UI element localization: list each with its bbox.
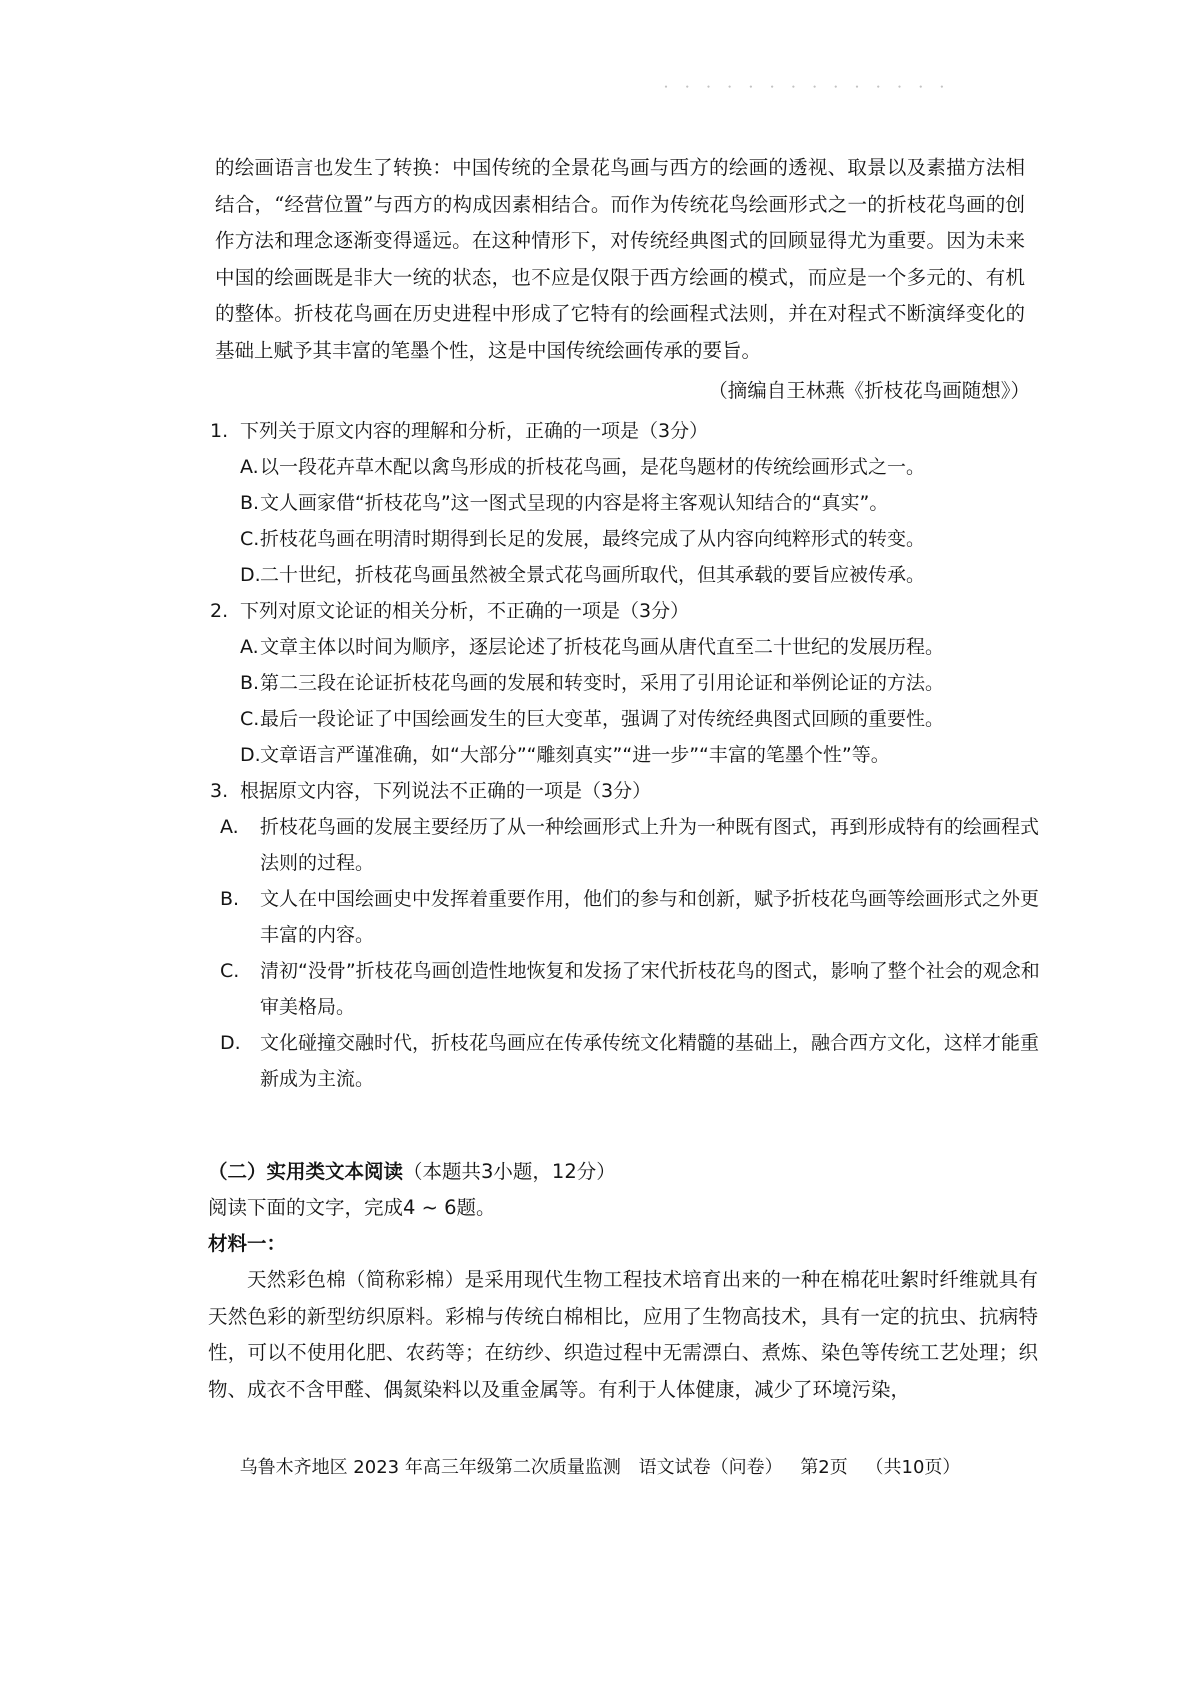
page-footer: [0, 1455, 1200, 1481]
option-text: 文章主体以时间为顺序，逐层论述了折枝花鸟画从唐代直至二十世纪的发展历程。: [260, 636, 945, 658]
option-letter: A.: [240, 456, 259, 478]
question-1: [210, 413, 1040, 593]
option-letter: C.: [240, 528, 260, 550]
option-d: [220, 1025, 1040, 1097]
option-text: 文人画家借“折枝花鸟”这一图式呈现的内容是将主客观认知结合的“真实”。: [260, 492, 889, 514]
option-d: [240, 737, 1040, 773]
question-text: 根据原文内容，下列说法不正确的一项是（3分）: [240, 780, 652, 802]
section-title: [208, 1154, 1038, 1190]
option-c: [240, 521, 1040, 557]
material-label: 材料一：: [208, 1232, 287, 1255]
option-c: [220, 953, 1040, 1025]
passage-paragraph: 的绘画语言也发生了转换：中国传统的全景花鸟画与西方的绘画的透视、取景以及素描方法相结合，“经营位置”与西方的构成因素相结合。而作为传统花鸟绘画形式之一的折枝花鸟画的创作方法和理念逐渐变得遥远。在这种情形下，对传统经典图式的回顾显得尤为重要。因为未来中国的绘画既是非大一统的状态，也不应是仅限于西方绘画的模式，而应是一个多元的、有机的整体。折枝花鸟画在历史进程中形成了它特有的绘画程式法则，并在对程式不断演绎变化的基础上赋予其丰富的笔墨个性，这是中国传统绘画传承的要旨。: [215, 156, 1025, 362]
question-number: 1.: [210, 420, 229, 442]
option-a: [220, 809, 1040, 881]
option-letter: D.: [240, 744, 261, 766]
question-stem: [210, 413, 1040, 449]
question-stem: [210, 593, 1040, 629]
footer-page-number: 第2页: [800, 1457, 848, 1478]
option-d: [240, 557, 1040, 593]
option-text: 最后一段论证了中国绘画发生的巨大变革，强调了对传统经典图式回顾的重要性。: [260, 708, 945, 730]
option-text: 折枝花鸟画的发展主要经历了从一种绘画形式上升为一种既有图式，再到形成特有的绘画程式法则的过程。: [260, 816, 1040, 874]
option-letter: B.: [240, 492, 260, 514]
passage-source: （摘编自王林燕《折枝花鸟画随想》）: [708, 379, 1030, 402]
option-text: 文化碰撞交融时代，折枝花鸟画应在传承传统文化精髓的基础上，融合西方文化，这样才能重新成为主流。: [260, 1032, 1040, 1090]
question-text: 下列对原文论证的相关分析，不正确的一项是（3分）: [240, 600, 690, 622]
section-title-bold: （二）实用类文本阅读: [208, 1160, 404, 1183]
passage: [215, 150, 1025, 369]
footer-total-pages: （共10页）: [865, 1457, 961, 1478]
question-number: 3.: [210, 780, 229, 802]
option-letter: B.: [240, 672, 260, 694]
option-text: 以一段花卉草木配以禽鸟形成的折枝花鸟画，是花鸟题材的传统绘画形式之一。: [260, 456, 926, 478]
option-letter: B.: [220, 888, 240, 910]
question-3: [210, 773, 1040, 1097]
option-b: [220, 881, 1040, 953]
footer-paper-name: 语文试卷（问卷）: [638, 1457, 783, 1478]
question-number: 2.: [210, 600, 229, 622]
option-b: [240, 485, 1040, 521]
option-letter: D.: [240, 564, 261, 586]
option-text: 折枝花鸟画在明清时期得到长足的发展，最终完成了从内容向纯粹形式的转变。: [260, 528, 926, 550]
option-a: [240, 449, 1040, 485]
section-title-note: （本题共3小题，12分）: [403, 1160, 616, 1183]
option-letter: A.: [240, 636, 259, 658]
option-letter: A.: [220, 816, 239, 838]
option-text: 清初“没骨”折枝花鸟画创造性地恢复和发扬了宋代折枝花鸟的图式，影响了整个社会的观念和审美格局。: [260, 960, 1040, 1018]
material-text: 天然彩色棉（简称彩棉）是采用现代生物工程技术培育出来的一种在棉花吐絮时纤维就具有天然色彩的新型纺织原料。彩棉与传统白棉相比，应用了生物高技术，具有一定的抗虫、抗病特性，可以不使用化肥、农药等；在纺纱、织造过程中无需漂白、煮炼、染色等传统工艺处理；织物、成衣不含甲醛、偶氮染料以及重金属等。有利于人体健康，减少了环境污染，: [208, 1268, 1038, 1401]
option-c: [240, 701, 1040, 737]
option-letter: C.: [240, 708, 260, 730]
question-stem: [210, 773, 1040, 809]
option-a: [240, 629, 1040, 665]
scan-header-noise: ・ ・ ・ ・ ・ ・ ・ ・ ・ ・ ・ ・ ・ ・: [660, 80, 949, 94]
section-practical-reading: [208, 1154, 1038, 1408]
question-2: [210, 593, 1040, 773]
option-b: [240, 665, 1040, 701]
section-instruction: 阅读下面的文字，完成4 ~ 6题。: [208, 1196, 496, 1219]
option-text: 文人在中国绘画史中发挥着重要作用，他们的参与和创新，赋予折枝花鸟画等绘画形式之外更丰富的内容。: [260, 888, 1040, 946]
option-text: 第二三段在论证折枝花鸟画的发展和转变时，采用了引用论证和举例论证的方法。: [260, 672, 945, 694]
option-letter: D.: [220, 1032, 241, 1054]
footer-exam-name: 乌鲁木齐地区 2023 年高三年级第二次质量监测: [239, 1457, 621, 1478]
option-text: 二十世纪，折枝花鸟画虽然被全景式花鸟画所取代，但其承载的要旨应被传承。: [260, 564, 926, 586]
question-text: 下列关于原文内容的理解和分析，正确的一项是（3分）: [240, 420, 709, 442]
option-text: 文章语言严谨准确，如“大部分”“雕刻真实”“进一步”“丰富的笔墨个性”等。: [260, 744, 890, 766]
questions: [210, 413, 1040, 1097]
option-letter: C.: [220, 960, 240, 982]
